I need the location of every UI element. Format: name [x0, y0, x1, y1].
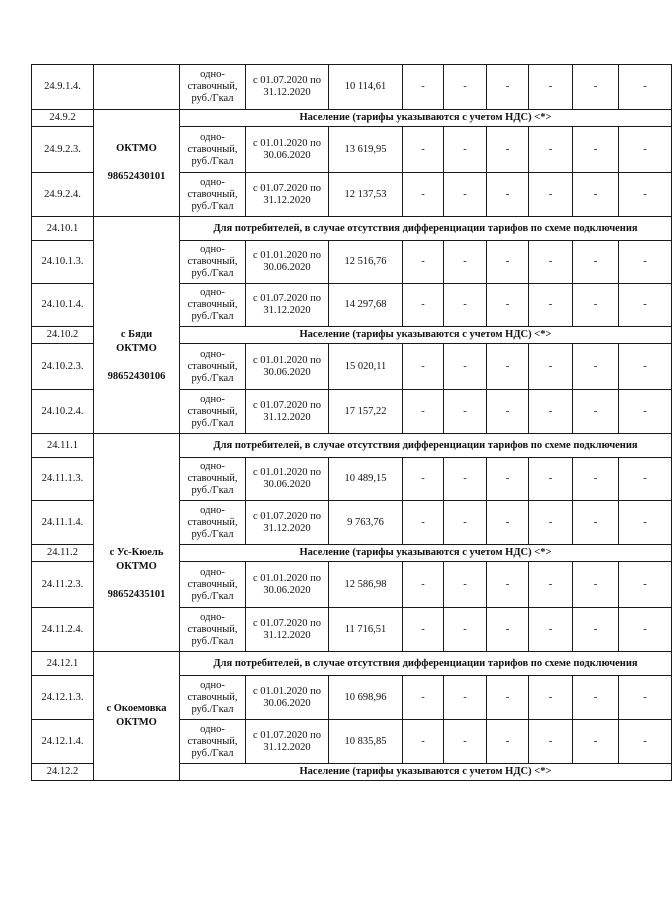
section-header: Население (тарифы указываются с учетом НДС) <*> — [180, 764, 672, 781]
oktmo-code: 98652430106 — [107, 371, 166, 382]
row-code: 24.10.2 — [32, 327, 94, 344]
empty-value-dash: - — [573, 562, 619, 608]
period-cell: с 01.01.2020 по 30.06.2020 — [246, 344, 329, 390]
empty-value-dash: - — [619, 127, 672, 173]
row-code: 24.12.2 — [32, 764, 94, 781]
empty-value-dash: - — [573, 173, 619, 217]
tariff-value: 12 586,98 — [329, 562, 403, 608]
empty-value-dash: - — [487, 344, 529, 390]
section-header-row — [32, 110, 672, 127]
empty-value-dash: - — [444, 241, 487, 284]
section-header-row — [32, 434, 672, 458]
empty-value-dash: - — [529, 241, 573, 284]
empty-value-dash: - — [487, 720, 529, 764]
empty-value-dash: - — [444, 390, 487, 434]
unit-cell: одно-ставочный, руб./Гкал — [180, 241, 246, 284]
unit-cell: одно-ставочный, руб./Гкал — [180, 390, 246, 434]
section-header-row — [32, 217, 672, 241]
empty-value-dash: - — [487, 173, 529, 217]
unit-cell: одно-ставочный, руб./Гкал — [180, 676, 246, 720]
empty-value-dash: - — [403, 173, 444, 217]
oktmo-code: 98652435101 — [107, 588, 166, 600]
row-code: 24.9.2 — [32, 110, 94, 127]
row-code: 24.10.1.4. — [32, 284, 94, 327]
period-cell: с 01.07.2020 по 31.12.2020 — [246, 720, 329, 764]
empty-value-dash: - — [444, 501, 487, 545]
location-cell — [94, 217, 180, 434]
empty-value-dash: - — [444, 676, 487, 720]
row-code: 24.12.1 — [32, 652, 94, 676]
tariff-value: 17 157,22 — [329, 390, 403, 434]
empty-value-dash: - — [529, 284, 573, 327]
row-code: 24.10.2.3. — [32, 344, 94, 390]
empty-value-dash: - — [444, 284, 487, 327]
tariff-value: 13 619,95 — [329, 127, 403, 173]
empty-value-dash: - — [444, 562, 487, 608]
period-cell: с 01.01.2020 по 30.06.2020 — [246, 241, 329, 284]
location-cell — [94, 652, 180, 781]
empty-value-dash: - — [487, 562, 529, 608]
oktmo-label: ОКТМО — [116, 717, 157, 728]
row-code: 24.9.2.4. — [32, 173, 94, 217]
empty-value-dash: - — [619, 65, 672, 110]
empty-value-dash: - — [619, 173, 672, 217]
empty-value-dash: - — [403, 608, 444, 652]
empty-value-dash: - — [573, 720, 619, 764]
tariff-value: 15 020,11 — [329, 344, 403, 390]
tariff-value: 10 489,15 — [329, 458, 403, 501]
oktmo-label: ОКТМО — [116, 560, 157, 572]
empty-value-dash: - — [529, 344, 573, 390]
empty-value-dash: - — [529, 173, 573, 217]
empty-value-dash: - — [529, 608, 573, 652]
empty-value-dash: - — [573, 344, 619, 390]
tariff-value: 11 716,51 — [329, 608, 403, 652]
row-code: 24.11.1 — [32, 434, 94, 458]
empty-value-dash: - — [529, 562, 573, 608]
empty-value-dash: - — [619, 344, 672, 390]
settlement-name: с Бяди — [120, 329, 153, 340]
tariff-value: 14 297,68 — [329, 284, 403, 327]
tariff-value: 10 114,61 — [329, 65, 403, 110]
empty-value-dash: - — [487, 127, 529, 173]
location-cell — [94, 110, 180, 217]
location-cell — [94, 65, 180, 110]
settlement-name: с Окоемовка — [106, 703, 167, 714]
unit-cell: одно-ставочный, руб./Гкал — [180, 501, 246, 545]
row-code: 24.11.2 — [32, 545, 94, 562]
unit-cell: одно-ставочный, руб./Гкал — [180, 65, 246, 110]
settlement-name: с Ус-Кюель — [109, 546, 164, 558]
empty-value-dash: - — [487, 284, 529, 327]
empty-value-dash: - — [487, 676, 529, 720]
empty-value-dash: - — [487, 65, 529, 110]
empty-value-dash: - — [573, 390, 619, 434]
period-cell: с 01.07.2020 по 31.12.2020 — [246, 65, 329, 110]
empty-value-dash: - — [529, 127, 573, 173]
period-cell: с 01.01.2020 по 30.06.2020 — [246, 676, 329, 720]
period-cell: с 01.01.2020 по 30.06.2020 — [246, 562, 329, 608]
empty-value-dash: - — [403, 501, 444, 545]
empty-value-dash: - — [487, 390, 529, 434]
empty-value-dash: - — [529, 65, 573, 110]
row-code: 24.12.1.3. — [32, 676, 94, 720]
empty-value-dash: - — [487, 241, 529, 284]
oktmo-label: ОКТМО — [116, 143, 157, 154]
empty-value-dash: - — [444, 127, 487, 173]
unit-cell: одно-ставочный, руб./Гкал — [180, 562, 246, 608]
period-cell: с 01.01.2020 по 30.06.2020 — [246, 127, 329, 173]
table-row — [32, 65, 672, 110]
section-header-row — [32, 652, 672, 676]
row-code: 24.10.2.4. — [32, 390, 94, 434]
empty-value-dash: - — [403, 390, 444, 434]
tariff-table — [31, 64, 672, 781]
oktmo-code: 98652430101 — [107, 171, 166, 182]
empty-value-dash: - — [444, 458, 487, 501]
empty-value-dash: - — [529, 720, 573, 764]
empty-value-dash: - — [444, 65, 487, 110]
empty-value-dash: - — [487, 608, 529, 652]
empty-value-dash: - — [619, 458, 672, 501]
period-cell: с 01.07.2020 по 31.12.2020 — [246, 173, 329, 217]
tariff-value: 12 137,53 — [329, 173, 403, 217]
empty-value-dash: - — [403, 458, 444, 501]
section-header: Для потребителей, в случае отсутствия дифференциации тарифов по схеме подключения — [180, 652, 672, 676]
row-code: 24.9.1.4. — [32, 65, 94, 110]
empty-value-dash: - — [529, 676, 573, 720]
empty-value-dash: - — [573, 241, 619, 284]
section-header: Население (тарифы указываются с учетом НДС) <*> — [180, 545, 672, 562]
unit-cell: одно-ставочный, руб./Гкал — [180, 173, 246, 217]
empty-value-dash: - — [403, 562, 444, 608]
unit-cell: одно-ставочный, руб./Гкал — [180, 458, 246, 501]
unit-cell: одно-ставочный, руб./Гкал — [180, 608, 246, 652]
empty-value-dash: - — [487, 458, 529, 501]
empty-value-dash: - — [444, 344, 487, 390]
empty-value-dash: - — [573, 608, 619, 652]
empty-value-dash: - — [444, 173, 487, 217]
empty-value-dash: - — [573, 676, 619, 720]
unit-cell: одно-ставочный, руб./Гкал — [180, 127, 246, 173]
section-header: Для потребителей, в случае отсутствия дифференциации тарифов по схеме подключения — [180, 217, 672, 241]
unit-cell: одно-ставочный, руб./Гкал — [180, 284, 246, 327]
location-cell — [94, 434, 180, 652]
empty-value-dash: - — [619, 608, 672, 652]
empty-value-dash: - — [529, 390, 573, 434]
section-header: Для потребителей, в случае отсутствия дифференциации тарифов по схеме подключения — [180, 434, 672, 458]
empty-value-dash: - — [403, 65, 444, 110]
empty-value-dash: - — [403, 284, 444, 327]
empty-value-dash: - — [619, 501, 672, 545]
empty-value-dash: - — [403, 127, 444, 173]
empty-value-dash: - — [529, 501, 573, 545]
empty-value-dash: - — [444, 720, 487, 764]
unit-cell: одно-ставочный, руб./Гкал — [180, 344, 246, 390]
empty-value-dash: - — [403, 676, 444, 720]
section-header: Население (тарифы указываются с учетом НДС) <*> — [180, 327, 672, 344]
period-cell: с 01.01.2020 по 30.06.2020 — [246, 458, 329, 501]
empty-value-dash: - — [619, 676, 672, 720]
empty-value-dash: - — [573, 501, 619, 545]
tariff-value: 12 516,76 — [329, 241, 403, 284]
empty-value-dash: - — [403, 720, 444, 764]
tariff-value: 10 835,85 — [329, 720, 403, 764]
empty-value-dash: - — [619, 390, 672, 434]
row-code: 24.12.1.4. — [32, 720, 94, 764]
empty-value-dash: - — [619, 284, 672, 327]
period-cell: с 01.07.2020 по 31.12.2020 — [246, 390, 329, 434]
empty-value-dash: - — [619, 720, 672, 764]
period-cell: с 01.07.2020 по 31.12.2020 — [246, 501, 329, 545]
tariff-value: 9 763,76 — [329, 501, 403, 545]
row-code: 24.11.2.4. — [32, 608, 94, 652]
empty-value-dash: - — [529, 458, 573, 501]
empty-value-dash: - — [403, 241, 444, 284]
row-code: 24.11.1.3. — [32, 458, 94, 501]
empty-value-dash: - — [573, 458, 619, 501]
row-code: 24.11.1.4. — [32, 501, 94, 545]
empty-value-dash: - — [573, 127, 619, 173]
empty-value-dash: - — [619, 562, 672, 608]
period-cell: с 01.07.2020 по 31.12.2020 — [246, 608, 329, 652]
row-code: 24.10.1.3. — [32, 241, 94, 284]
empty-value-dash: - — [403, 344, 444, 390]
row-code: 24.11.2.3. — [32, 562, 94, 608]
empty-value-dash: - — [487, 501, 529, 545]
tariff-value: 10 698,96 — [329, 676, 403, 720]
empty-value-dash: - — [444, 608, 487, 652]
empty-value-dash: - — [573, 284, 619, 327]
period-cell: с 01.07.2020 по 31.12.2020 — [246, 284, 329, 327]
section-header: Население (тарифы указываются с учетом НДС) <*> — [180, 110, 672, 127]
row-code: 24.10.1 — [32, 217, 94, 241]
oktmo-label: ОКТМО — [116, 343, 157, 354]
row-code: 24.9.2.3. — [32, 127, 94, 173]
empty-value-dash: - — [619, 241, 672, 284]
empty-value-dash: - — [573, 65, 619, 110]
unit-cell: одно-ставочный, руб./Гкал — [180, 720, 246, 764]
